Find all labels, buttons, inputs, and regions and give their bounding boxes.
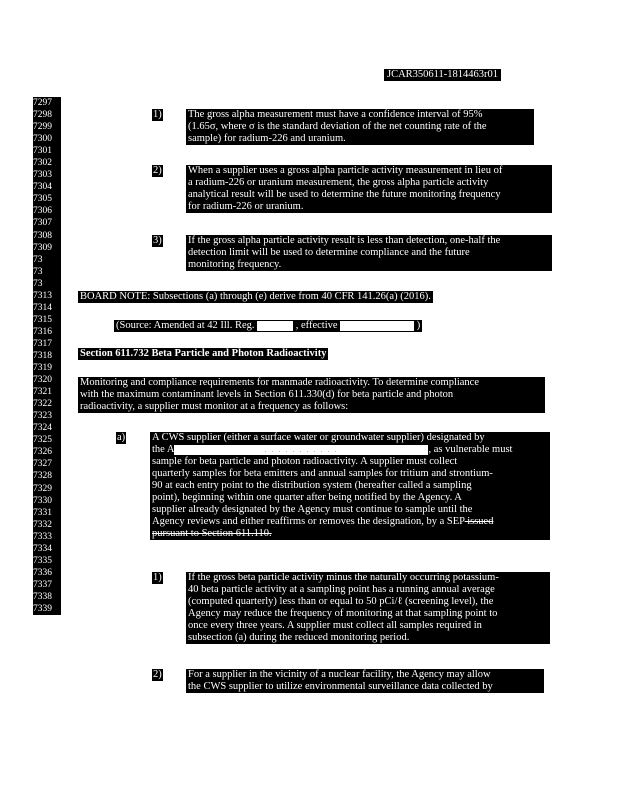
- line-number: 7331: [33, 507, 52, 518]
- line-number: 7315: [33, 314, 52, 325]
- text-line: Monitoring and compliance requirements for manmade radioactivity. To determine compliance: [80, 377, 480, 388]
- text-fragment: , as vulnerable must: [428, 444, 513, 456]
- board-note: [78, 291, 433, 303]
- redacted-blank: [257, 321, 293, 331]
- text-line: the CWS supplier to utilize environmental surveillance data collected by: [188, 681, 493, 693]
- line-number: 7299: [33, 122, 52, 133]
- line-number: 7297: [33, 98, 52, 108]
- text-line: [152, 516, 548, 528]
- line-number: 7316: [33, 326, 52, 337]
- line-number: 7313: [33, 290, 52, 301]
- text-line: If the gross beta particle activity minus the naturally occurring potassium-: [188, 572, 499, 583]
- line-number: 7329: [33, 483, 52, 494]
- line-number: 7337: [33, 579, 52, 590]
- line-number: 7298: [33, 110, 52, 121]
- source-suffix: ): [416, 320, 421, 331]
- section-title: [78, 348, 328, 360]
- redacted-dots: . . . . . . . . . . .: [264, 447, 339, 454]
- sub-2-marker: 2): [153, 669, 162, 680]
- text-line: A CWS supplier (either a surface water or groundwater supplier) designated by: [152, 432, 485, 443]
- section-title-text: Section 611.732 Beta Particle and Photon Radioactivity: [80, 348, 327, 359]
- text-line: For a supplier in the vicinity of a nuclear facility, the Agency may allow: [188, 669, 491, 680]
- line-number: 7307: [33, 218, 52, 229]
- line-number: 73: [33, 254, 43, 265]
- item-2-text: [186, 165, 552, 213]
- line-number: 7301: [33, 146, 52, 157]
- source-prefix: (Source: Amended at 42 Ill. Reg.: [116, 320, 255, 331]
- text-line: point), beginning within one quarter after being notified by the Agency. A: [152, 492, 462, 504]
- line-number: 7319: [33, 363, 52, 374]
- line-number: 7330: [33, 495, 52, 506]
- line-number: 7304: [33, 182, 52, 193]
- text-line: sample) for radium-226 and uranium.: [188, 133, 346, 145]
- para-a-marker: a): [117, 432, 126, 443]
- item-3-marker: 3): [153, 235, 162, 246]
- line-number: 7300: [33, 134, 52, 145]
- text-line: analytical result will be used to determine the future monitoring frequency: [188, 189, 501, 201]
- text-line: detection limit will be used to determine compliance and the future: [188, 247, 470, 259]
- line-number: 7318: [33, 350, 52, 361]
- item-2-marker: 2): [153, 165, 162, 176]
- text-line: [152, 444, 548, 456]
- line-number-gutter: [33, 97, 61, 615]
- document-id: JCAR350611-1814463r01: [384, 69, 501, 81]
- line-number: 7336: [33, 567, 52, 578]
- text-line: 40 beta particle activity at a sampling point has a running annual average: [188, 584, 495, 596]
- line-number: 73: [33, 266, 43, 277]
- text-line: (computed quarterly) less than or equal to 50 pCi/ℓ (screening level), the: [188, 596, 494, 608]
- struck-text: issued: [464, 516, 494, 528]
- text-fragment: Agency reviews and either reaffirms or removes the designation, by a SEP: [152, 516, 465, 528]
- text-line: radioactivity, a supplier must monitor at a frequency as follows:: [80, 401, 349, 413]
- line-number: 7314: [33, 302, 52, 313]
- para-a-text: [150, 432, 550, 540]
- line-number: 7339: [33, 603, 52, 614]
- board-note-text: BOARD NOTE: Subsections (a) through (e) derive from 40 CFR 141.26(a) (2016).: [80, 291, 431, 302]
- text-line: If the gross alpha particle activity result is less than detection, one-half the: [188, 235, 501, 246]
- redacted-blank: [340, 321, 414, 331]
- line-number: 7328: [33, 471, 52, 482]
- line-number: 7338: [33, 591, 52, 602]
- text-line: The gross alpha measurement must have a confidence interval of 95%: [188, 109, 483, 120]
- line-number: 7326: [33, 447, 52, 458]
- line-number: 7324: [33, 423, 52, 434]
- line-number: 7317: [33, 338, 52, 349]
- text-line: subsection (a) during the reduced monitoring period.: [188, 632, 410, 644]
- source-line: [116, 320, 420, 332]
- line-number: 7323: [33, 411, 52, 422]
- line-number: 7308: [33, 230, 52, 241]
- line-number: 73: [33, 278, 43, 289]
- text-line: once every three years. A supplier must collect all samples required in: [188, 620, 482, 632]
- text-line: (1.65σ, where σ is the standard deviation of the net counting rate of the: [188, 121, 487, 133]
- text-line: When a supplier uses a gross alpha particle activity measurement in lieu of: [188, 165, 503, 176]
- line-number: 7321: [33, 387, 52, 398]
- text-line: for radium-226 or uranium.: [188, 201, 304, 213]
- line-number: 7309: [33, 242, 52, 253]
- text-line: a radium-226 or uranium measurement, the gross alpha particle activity: [188, 177, 489, 189]
- line-number: 7305: [33, 194, 52, 205]
- sub-1-marker: 1): [153, 572, 162, 583]
- struck-text-line: pursuant to Section 611.110.: [152, 528, 272, 540]
- text-fragment: the A: [152, 444, 175, 456]
- item-1-marker: 1): [153, 109, 162, 120]
- line-number: 7322: [33, 399, 52, 410]
- text-line: monitoring frequency.: [188, 259, 282, 271]
- text-line: 90 at each entry point to the distribution system (hereafter called a sampling: [152, 480, 472, 492]
- line-number: 7332: [33, 519, 52, 530]
- line-number: 7306: [33, 206, 52, 217]
- line-number: 7302: [33, 158, 52, 169]
- line-number: 7334: [33, 543, 52, 554]
- item-3-text: [186, 235, 552, 271]
- line-number: 7335: [33, 555, 52, 566]
- sub-1-text: [186, 572, 550, 644]
- line-number: 7303: [33, 170, 52, 181]
- source-middle: , effective: [295, 320, 338, 331]
- item-1-text: [186, 109, 534, 145]
- text-line: quarterly samples for beta emitters and annual samples for tritium and strontium-: [152, 468, 493, 480]
- text-line: Agency may reduce the frequency of monitoring at that sampling point to: [188, 608, 498, 620]
- line-number: 7320: [33, 375, 52, 386]
- line-number: 7325: [33, 435, 52, 446]
- section-intro: [78, 377, 545, 413]
- text-line: with the maximum contaminant levels in Section 611.330(d) for beta particle and photon: [80, 389, 454, 401]
- sub-2-text: [186, 669, 544, 693]
- text-line: sample for beta particle and photon radioactivity. A supplier must collect: [152, 456, 458, 468]
- text-line: supplier already designated by the Agency must continue to sample until the: [152, 504, 473, 516]
- source-citation: [114, 320, 422, 332]
- line-number: 7327: [33, 459, 52, 470]
- redacted-blank: [174, 445, 428, 455]
- line-number: 7333: [33, 531, 52, 542]
